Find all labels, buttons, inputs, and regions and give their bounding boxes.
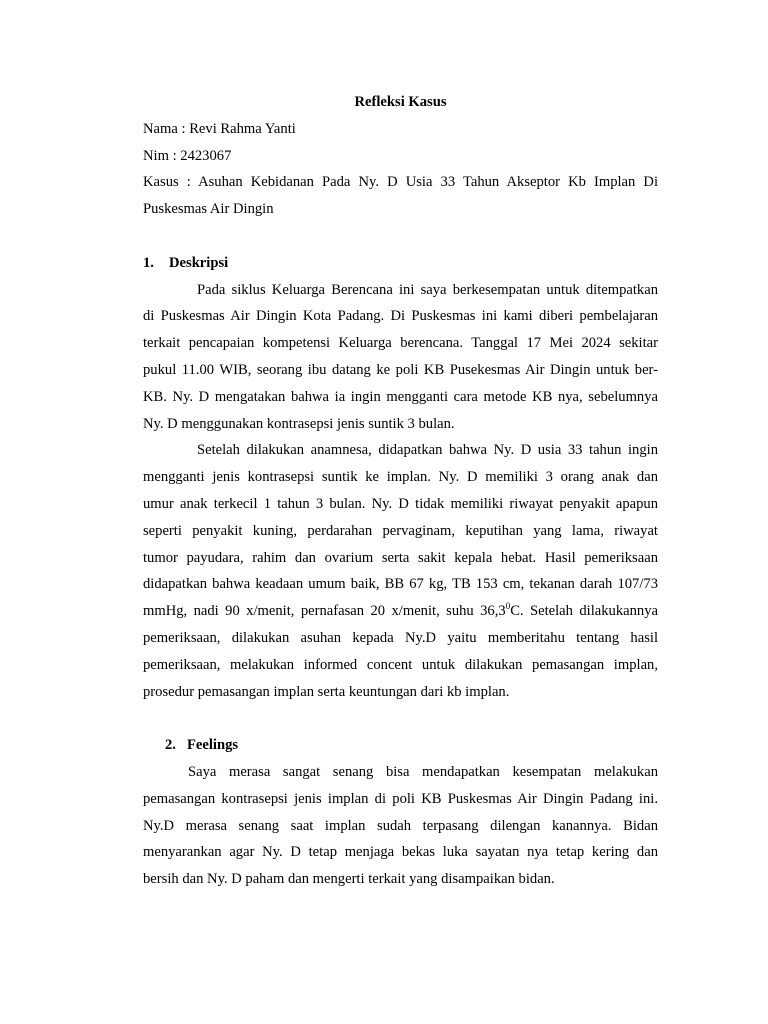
nim-line: Nim : 2423067 [143, 147, 232, 164]
paragraph-line: Ny. D menggunakan kontrasepsi jenis suntik 3 bulan. [143, 415, 455, 432]
section-heading-feelings [143, 732, 658, 759]
kasus-line-continued: Puskesmas Air Dingin [143, 201, 274, 218]
spacer [143, 223, 658, 250]
document-title: Refleksi Kasus [354, 94, 447, 110]
paragraph-line-vitals [143, 598, 658, 625]
name-line: Nama : Revi Rahma Yanti [143, 120, 296, 137]
section-heading-deskripsi [143, 250, 658, 277]
paragraph-line: di Puskesmas Air Dingin Kota Padang. Di Puskesmas ini kami diberi pembelajaran [143, 308, 658, 325]
kasus-line: Kasus : Asuhan Kebidanan Pada Ny. D Usia 33 Tahun Akseptor Kb Implan Di [143, 174, 658, 191]
paragraph-line: KB. Ny. D mengatakan bahwa ia ingin mengganti cara metode KB nya, sebelumnya [143, 388, 658, 405]
degree-superscript: 0 [505, 601, 511, 612]
paragraph-line: umur anak terkecil 1 tahun 3 bulan. Ny. D tidak memiliki riwayat penyakit apapun [143, 495, 658, 512]
paragraph-line: bersih dan Ny. D paham dan mengerti terkait yang disampaikan bidan. [143, 871, 555, 888]
paragraph-line: Setelah dilakukan anamnesa, didapatkan bahwa Ny. D usia 33 tahun ingin [197, 442, 658, 459]
paragraph-line: pemeriksaan, dilakukan asuhan kepada Ny.D yaitu memberitahu tentang hasil [143, 629, 658, 646]
section-number: 1. [143, 254, 154, 271]
vitals-text: mmHg, nadi 90 x/menit, pernafasan 20 x/menit, suhu 36,3 [143, 603, 506, 620]
paragraph-line: seperti penyakit kuning, perdarahan pervaginam, keputihan yang lama, riwayat [143, 522, 658, 539]
spacer [143, 705, 658, 732]
paragraph-line: Saya merasa sangat senang bisa mendapatkan kesempatan melakukan [188, 763, 658, 780]
section-number: 2. [165, 737, 176, 754]
section-title: Deskripsi [169, 254, 229, 271]
vitals-text-continued: C. Setelah dilakukannya [510, 603, 658, 620]
paragraph-line: pemasangan kontrasepsi jenis implan di poli KB Puskesmas Air Dingin Padang ini. [143, 790, 658, 807]
paragraph-line: pukul 11.00 WIB, seorang ibu datang ke poli KB Pusekesmas Air Dingin untuk ber- [143, 361, 658, 378]
paragraph-line: pemeriksaan, melakukan informed concent untuk dilakukan pemasangan implan, [143, 656, 658, 673]
paragraph-line: Ny.D merasa senang saat implan sudah terpasang dilengan kanannya. Bidan [143, 817, 658, 834]
paragraph-line: menyarankan agar Ny. D tetap menjaga bekas luka sayatan nya tetap kering dan [143, 844, 658, 861]
paragraph-line: terkait pencapaian kompetensi Keluarga berencana. Tanggal 17 Mei 2024 sekitar [143, 335, 658, 352]
paragraph-line: prosedur pemasangan implan serta keuntungan dari kb implan. [143, 683, 510, 700]
paragraph-line: tumor payudara, rahim dan ovarium serta sakit kepala hebat. Hasil pemeriksaan [143, 549, 658, 566]
section-title: Feelings [187, 737, 239, 754]
paragraph-line: Pada siklus Keluarga Berencana ini saya berkesempatan untuk ditempatkan [197, 281, 658, 298]
paragraph-line: didapatkan bahwa keadaan umum baik, BB 67 kg, TB 153 cm, tekanan darah 107/73 [143, 576, 658, 593]
document-body [143, 89, 658, 893]
paragraph-line: mengganti jenis kontrasepsi suntik ke implan. Ny. D memiliki 3 orang anak dan [143, 469, 658, 486]
